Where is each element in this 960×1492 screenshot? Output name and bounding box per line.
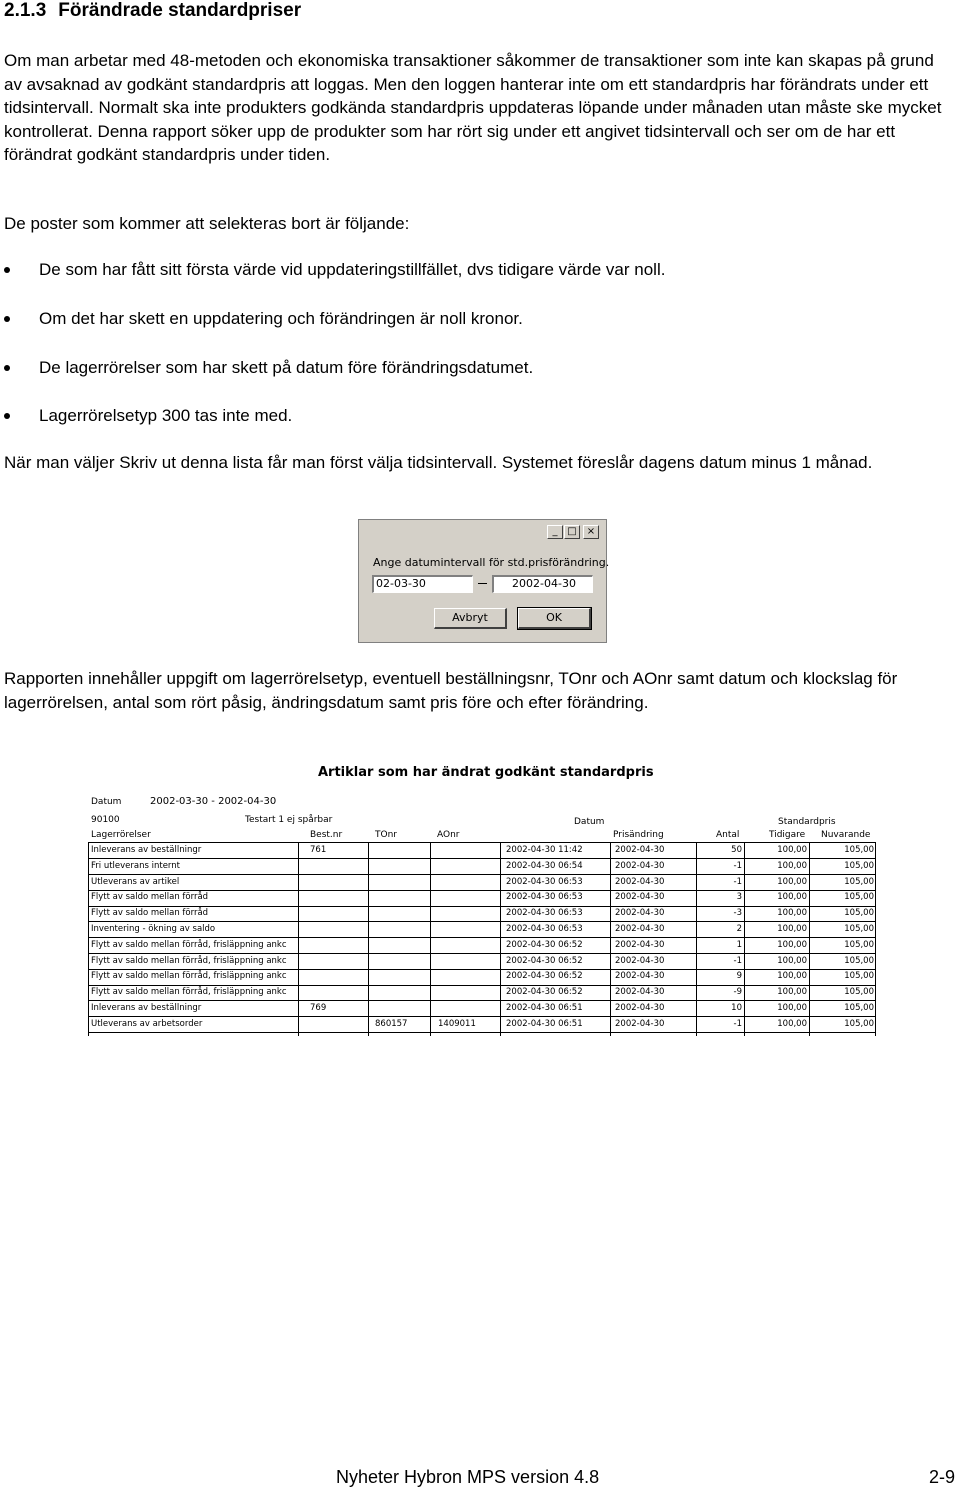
bullet-text: Lagerrörelsetyp 300 tas inte med. xyxy=(39,406,293,425)
table-cell: 100,00 xyxy=(777,924,807,934)
footer-product: Nyheter Hybron MPS version 4.8 xyxy=(336,1467,600,1487)
article-number: 90100 xyxy=(91,815,120,825)
table-cell: 2002-04-30 xyxy=(615,908,665,919)
ok-button[interactable]: OK xyxy=(518,608,591,629)
table-cell: 2002-04-30 xyxy=(615,955,665,966)
table-cell: 769 xyxy=(310,1003,327,1013)
table-cell: 2002-04-30 06:52 xyxy=(506,971,583,982)
table-cell: 2002-04-30 06:52 xyxy=(506,987,583,998)
from-date-field[interactable]: 02-03-30 xyxy=(372,575,473,593)
table-cell: 105,00 xyxy=(844,1018,874,1029)
table-cell: 105,00 xyxy=(844,908,874,919)
table-cell: 2002-04-30 06:52 xyxy=(506,955,583,966)
table-cell: Inleverans av beställningr xyxy=(91,1003,202,1013)
table-cell: Flytt av saldo mellan förråd, frisläppning ankc xyxy=(91,939,287,950)
maximize-icon[interactable]: □ xyxy=(564,525,580,539)
table-cell: 105,00 xyxy=(844,939,874,950)
table-cell: 105,00 xyxy=(844,1003,874,1013)
table-row xyxy=(88,906,876,922)
table-cell: Flytt av saldo mellan förråd xyxy=(91,892,209,903)
intro-paragraph: Om man arbetar med 48-metoden och ekonomiska transaktioner såkommer de transaktioner som inte kan skapas på grund av avsaknad av godkänt standardpris att loggas. Men den loggen hanterar inte om ett standardpris har förändrats under ett tidsintervall. Normalt ska inte produkters godkända standardpris uppdateras löpande under månaden utan måste ske mycket kontrollerat. Denna rapport söker upp de produkter som har rört sig under ett angivet tidsintervall och ser om de har ett förändrat godkänt standardpris under tiden. xyxy=(4,51,942,164)
table-cell: 9 xyxy=(736,971,742,982)
table-cell: 50 xyxy=(731,845,742,855)
table-row xyxy=(88,922,876,938)
print-info-paragraph: När man väljer Skriv ut denna lista får man först välja tidsintervall. Systemet föreslår dagens datum minus 1 månad. xyxy=(4,453,873,472)
section-number: 2.1.3 xyxy=(4,0,47,21)
table-cell: 2002-04-30 11:42 xyxy=(506,845,583,855)
table-cell: 2002-04-30 06:52 xyxy=(506,939,583,950)
table-cell: 2002-04-30 xyxy=(615,892,665,903)
table-cell: 105,00 xyxy=(844,987,874,998)
table-cell: 105,00 xyxy=(844,971,874,982)
table-cell: 100,00 xyxy=(777,939,807,950)
table-cell: Flytt av saldo mellan förråd, frisläppning ankc xyxy=(91,971,287,982)
table-cell: 2002-04-30 06:53 xyxy=(506,876,583,887)
table-cell: 100,00 xyxy=(777,860,807,871)
section-heading xyxy=(4,0,301,22)
table-cell: 761 xyxy=(310,845,327,855)
table-cell: -3 xyxy=(733,908,742,919)
table-cell: Utleverans av arbetsorder xyxy=(91,1018,203,1029)
table-cell: 1409011 xyxy=(438,1018,476,1029)
column-header: Antal xyxy=(716,830,740,840)
table-cell: 10 xyxy=(731,1003,742,1013)
column-header: TOnr xyxy=(375,830,397,840)
table-cell: 2002-04-30 06:53 xyxy=(506,892,583,903)
table-row xyxy=(88,859,876,875)
table-row xyxy=(88,985,876,1001)
bullet-text: De lagerrörelser som har skett på datum före förändringsdatumet. xyxy=(39,358,534,377)
table-cell: 105,00 xyxy=(844,955,874,966)
table-cell: 3 xyxy=(736,892,742,903)
column-header: Best.nr xyxy=(310,830,343,840)
column-header: Nuvarande xyxy=(821,830,871,840)
table-cell: 100,00 xyxy=(777,908,807,919)
table-cell: Inleverans av beställningr xyxy=(91,845,202,855)
table-cell: 2002-04-30 xyxy=(615,987,665,998)
table-cell: 100,00 xyxy=(777,1018,807,1029)
column-header: Tidigare xyxy=(769,830,806,840)
table-cell: Utleverans av artikel xyxy=(91,876,180,887)
row-rule xyxy=(88,1032,876,1033)
cancel-button[interactable]: Avbryt xyxy=(434,608,507,629)
minimize-icon[interactable]: _ xyxy=(547,525,563,539)
table-cell: 105,00 xyxy=(844,860,874,871)
table-cell: 100,00 xyxy=(777,987,807,998)
table-cell: Fri utleverans internt xyxy=(91,860,180,871)
report-info-paragraph: Rapporten innehåller uppgift om lagerrörelsetyp, eventuell beställningsnr, TOnr och AOnr samt datum och klockslag för lagerrörelsen, antal som rört påsig, ändringsdatum samt pris före och efter förändring. xyxy=(4,669,898,712)
table-row xyxy=(88,938,876,954)
date-interval-dialog xyxy=(358,519,610,643)
table-cell: -1 xyxy=(733,1018,742,1029)
table-cell: 100,00 xyxy=(777,845,807,855)
table-cell: 2002-04-30 xyxy=(615,860,665,871)
table-cell: 100,00 xyxy=(777,876,807,887)
table-row xyxy=(88,875,876,891)
table-cell: 2002-04-30 xyxy=(615,924,665,934)
group-standardpris-header: Standardpris xyxy=(778,817,836,827)
table-cell: 2002-04-30 xyxy=(615,971,665,982)
table-cell: 2002-04-30 xyxy=(615,876,665,887)
table-cell: 2002-04-30 xyxy=(615,1003,665,1013)
table-row xyxy=(88,954,876,970)
bullet-icon xyxy=(4,267,10,273)
section-title: Förändrade standardpriser xyxy=(58,0,302,21)
table-cell: 2002-04-30 xyxy=(615,939,665,950)
column-header: Prisändring xyxy=(613,830,664,840)
table-row xyxy=(88,890,876,906)
table-cell: 2002-04-30 06:54 xyxy=(506,860,583,871)
bullet-icon xyxy=(4,365,10,371)
table-cell: Flytt av saldo mellan förråd xyxy=(91,908,209,919)
table-cell: -1 xyxy=(733,876,742,887)
table-row xyxy=(88,1017,876,1033)
date-range: 2002-03-30 - 2002-04-30 xyxy=(150,796,277,807)
table-cell: 105,00 xyxy=(844,924,874,934)
table-cell: -1 xyxy=(733,860,742,871)
table-cell: 105,00 xyxy=(844,892,874,903)
report-title: Artiklar som har ändrat godkänt standardpris xyxy=(318,765,654,780)
table-cell: 105,00 xyxy=(844,876,874,887)
bullet-icon xyxy=(4,316,10,322)
table-cell: 2002-04-30 06:51 xyxy=(506,1003,583,1013)
table-cell: Inventering - ökning av saldo xyxy=(91,924,216,934)
table-cell: 2 xyxy=(736,924,742,934)
table-row xyxy=(88,1001,876,1017)
table-cell: 2002-04-30 xyxy=(615,1018,665,1029)
table-cell: 860157 xyxy=(375,1018,408,1029)
table-cell: 2002-04-30 06:53 xyxy=(506,908,583,919)
table-cell: -1 xyxy=(733,955,742,966)
group-datum-header: Datum xyxy=(574,817,605,827)
article-name: Testart 1 ej spårbar xyxy=(245,815,333,825)
range-separator xyxy=(478,583,487,584)
bullet-icon xyxy=(4,413,10,419)
table-row xyxy=(88,843,876,859)
table-cell: 1 xyxy=(736,939,742,950)
table-cell: -9 xyxy=(733,987,742,998)
table-cell: 2002-04-30 06:53 xyxy=(506,924,583,934)
table-cell: 100,00 xyxy=(777,955,807,966)
page-number: 2-9 xyxy=(929,1467,956,1487)
to-date-field[interactable]: 2002-04-30 xyxy=(492,575,593,593)
table-cell: 2002-04-30 xyxy=(615,845,665,855)
bullet-text: Om det har skett en uppdatering och förändringen är noll kronor. xyxy=(39,309,523,328)
table-cell: 100,00 xyxy=(777,892,807,903)
excluded-intro-paragraph: De poster som kommer att selekteras bort är följande: xyxy=(4,214,410,233)
table-cell: Flytt av saldo mellan förråd, frisläppning ankc xyxy=(91,955,287,966)
table-cell: 100,00 xyxy=(777,1003,807,1013)
table-cell: 105,00 xyxy=(844,845,874,855)
table-cell: 2002-04-30 06:51 xyxy=(506,1018,583,1029)
date-label: Datum xyxy=(91,797,122,807)
table-cell: 100,00 xyxy=(777,971,807,982)
bullet-text: De som har fått sitt första värde vid uppdateringstillfället, dvs tidigare värde var noll. xyxy=(39,260,666,279)
close-icon[interactable]: × xyxy=(583,525,599,539)
dialog-label: Ange datumintervall för std.prisförändring. xyxy=(373,556,610,569)
column-header: AOnr xyxy=(437,830,460,840)
table-cell: Flytt av saldo mellan förråd, frisläppning ankc xyxy=(91,987,287,998)
column-header: Lagerrörelser xyxy=(91,830,151,840)
price-change-report xyxy=(88,764,876,1040)
table-row xyxy=(88,969,876,985)
